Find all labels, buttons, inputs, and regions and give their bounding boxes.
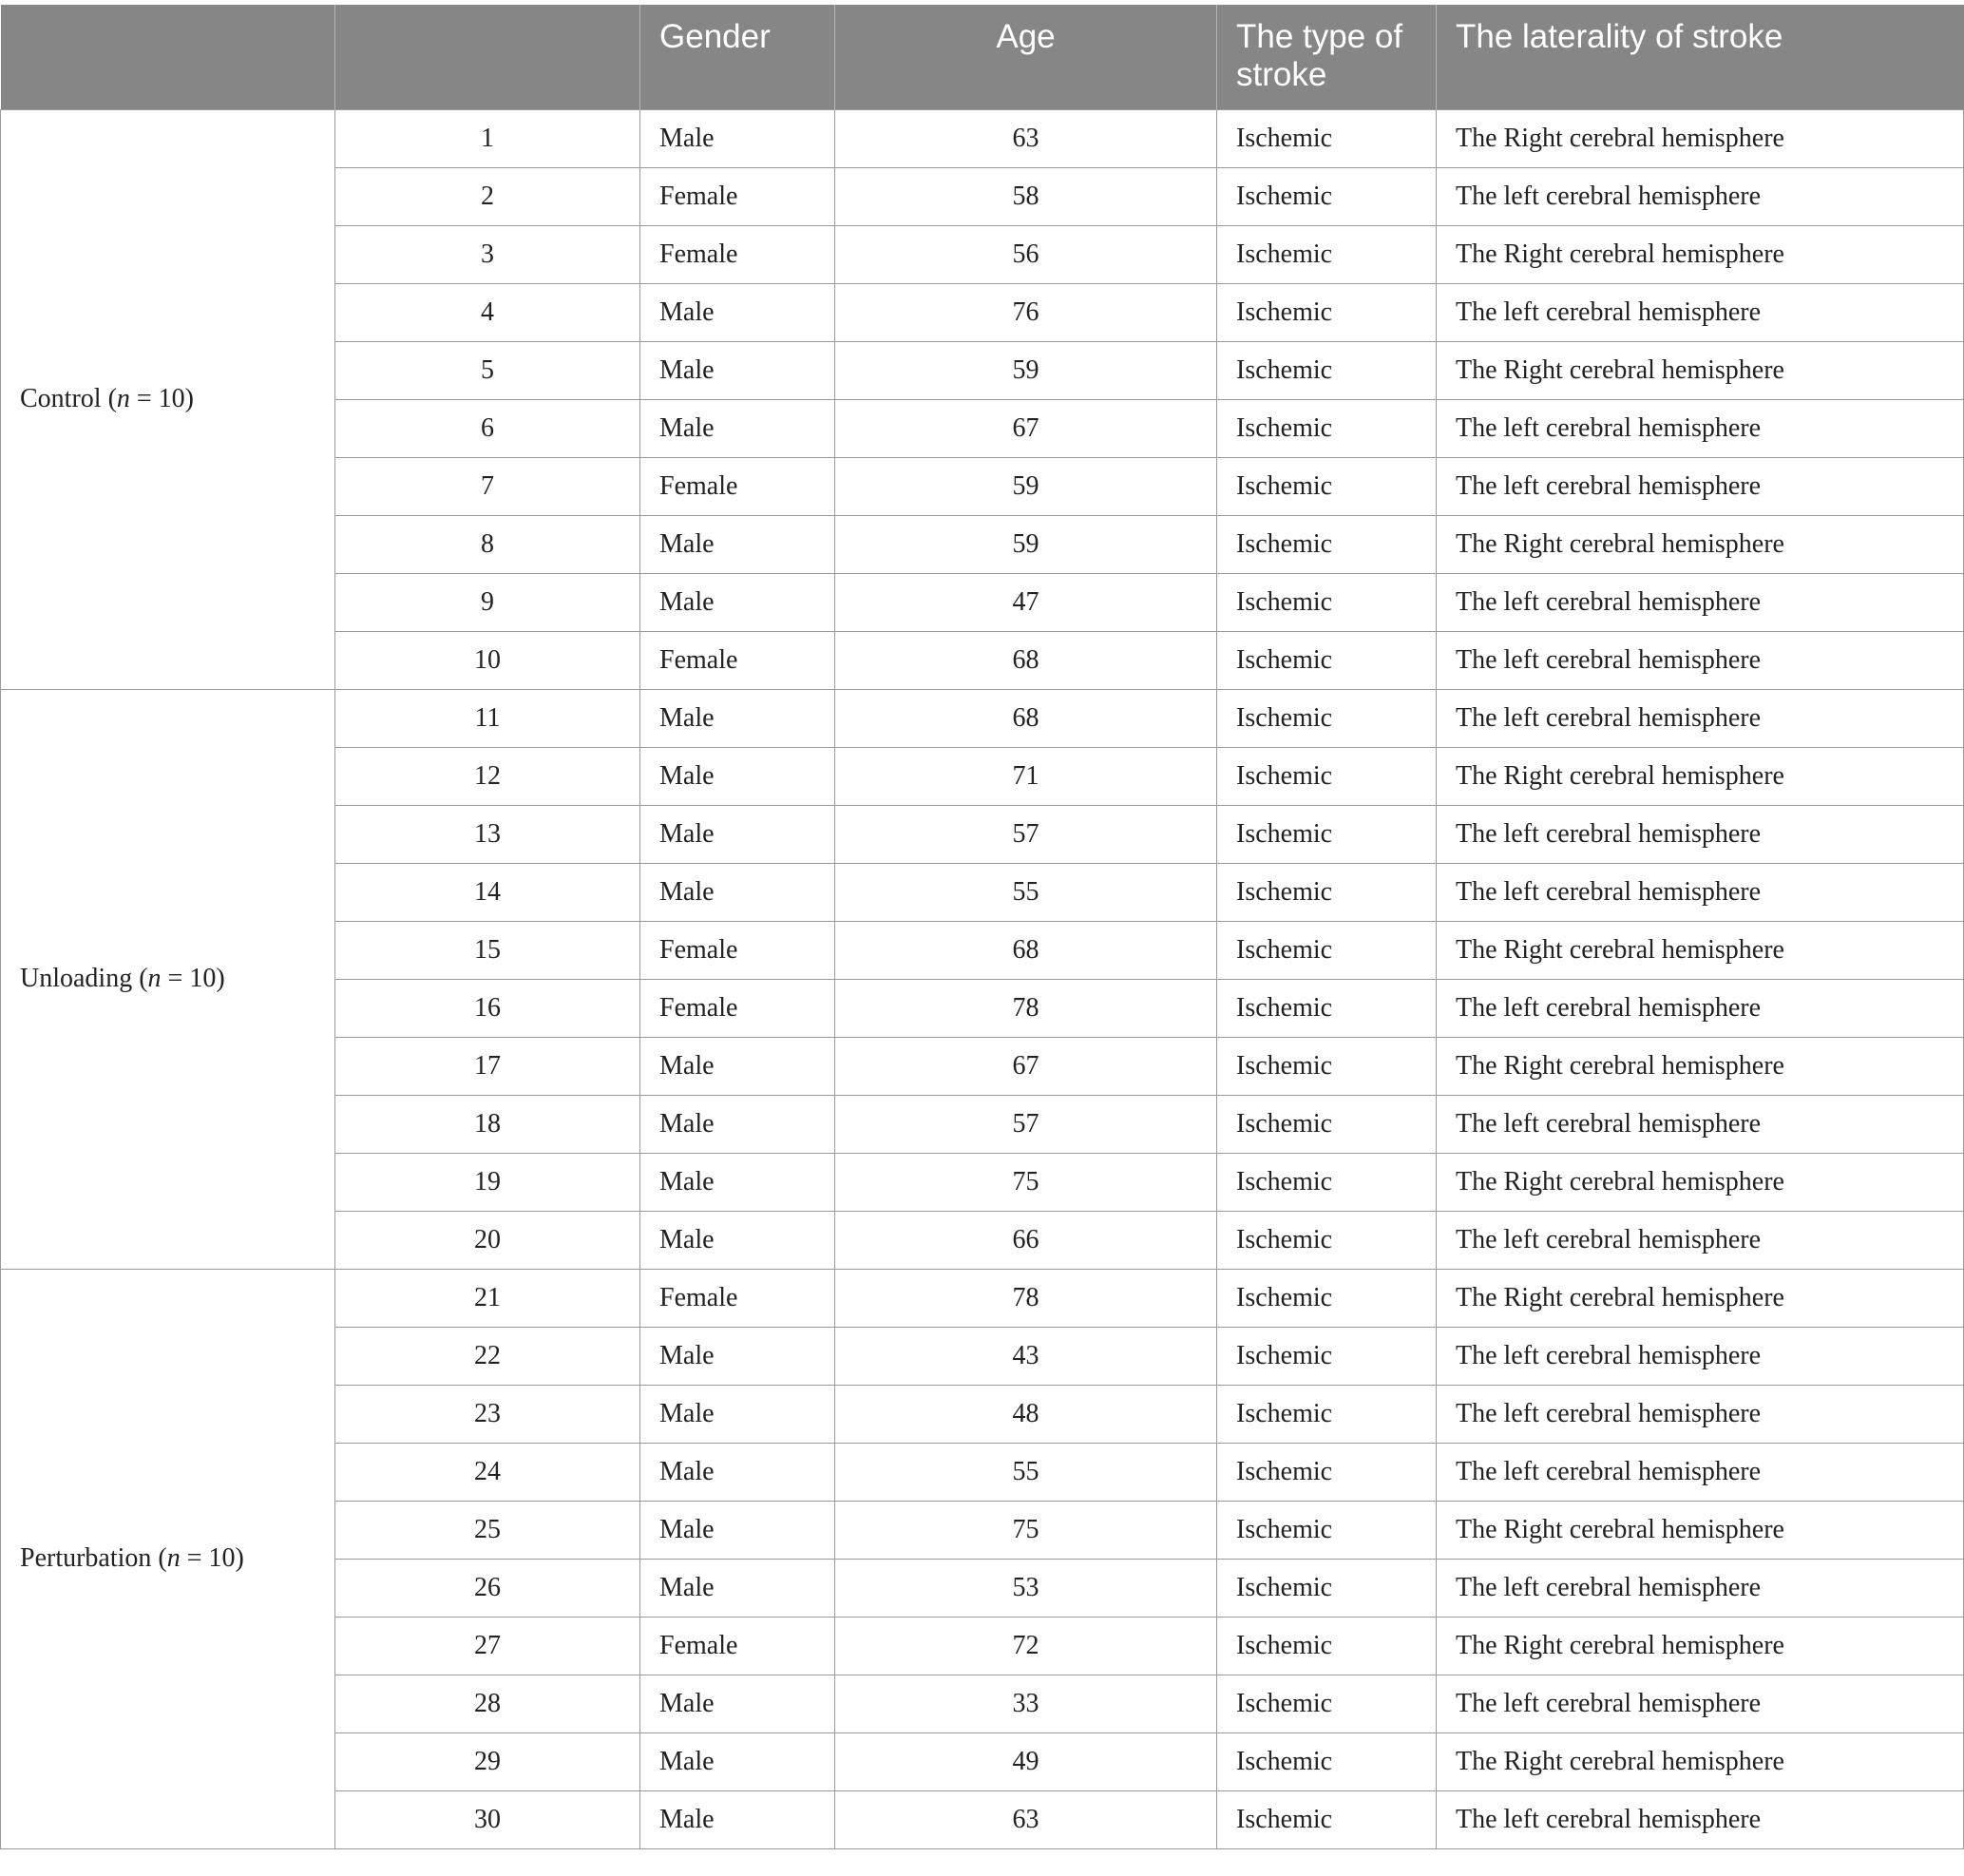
- cell-age: 43: [835, 1327, 1217, 1385]
- cell-stroke-type: Ischemic: [1217, 457, 1437, 515]
- group-name: Unloading: [20, 964, 133, 993]
- cell-gender: Male: [640, 1675, 835, 1732]
- cell-stroke-type: Ischemic: [1217, 1327, 1437, 1385]
- cell-gender: Male: [640, 1443, 835, 1501]
- cell-gender: Male: [640, 1790, 835, 1848]
- group-n-symbol: n: [116, 384, 130, 413]
- patient-table: [0, 5, 1964, 1849]
- cell-id: 1: [335, 109, 640, 167]
- group-label: Unloading (n = 10): [1, 689, 335, 1269]
- cell-gender: Female: [640, 1269, 835, 1327]
- cell-gender: Female: [640, 457, 835, 515]
- cell-gender: Male: [640, 1732, 835, 1790]
- cell-age: 75: [835, 1153, 1217, 1211]
- cell-age: 68: [835, 631, 1217, 689]
- cell-gender: Male: [640, 283, 835, 341]
- cell-stroke-type: Ischemic: [1217, 1269, 1437, 1327]
- cell-age: 58: [835, 167, 1217, 225]
- cell-stroke-type: Ischemic: [1217, 573, 1437, 631]
- cell-id: 10: [335, 631, 640, 689]
- cell-stroke-laterality: The left cerebral hemisphere: [1437, 805, 1964, 863]
- cell-age: 78: [835, 979, 1217, 1037]
- cell-gender: Male: [640, 515, 835, 573]
- cell-id: 3: [335, 225, 640, 283]
- cell-stroke-type: Ischemic: [1217, 747, 1437, 805]
- cell-gender: Male: [640, 1327, 835, 1385]
- cell-id: 20: [335, 1211, 640, 1269]
- header-group: [1, 5, 335, 109]
- cell-id: 18: [335, 1095, 640, 1153]
- cell-stroke-laterality: The left cerebral hemisphere: [1437, 167, 1964, 225]
- cell-stroke-type: Ischemic: [1217, 167, 1437, 225]
- cell-age: 78: [835, 1269, 1217, 1327]
- group-n-symbol: n: [147, 964, 162, 993]
- cell-id: 9: [335, 573, 640, 631]
- cell-stroke-type: Ischemic: [1217, 1790, 1437, 1848]
- cell-age: 59: [835, 457, 1217, 515]
- cell-age: 59: [835, 515, 1217, 573]
- cell-stroke-laterality: The Right cerebral hemisphere: [1437, 1269, 1964, 1327]
- cell-id: 11: [335, 689, 640, 747]
- cell-stroke-laterality: The left cerebral hemisphere: [1437, 1790, 1964, 1848]
- cell-id: 26: [335, 1559, 640, 1617]
- cell-age: 72: [835, 1617, 1217, 1675]
- cell-age: 66: [835, 1211, 1217, 1269]
- cell-stroke-type: Ischemic: [1217, 1501, 1437, 1559]
- cell-stroke-laterality: The Right cerebral hemisphere: [1437, 1037, 1964, 1095]
- table-header: [1, 5, 1964, 109]
- cell-stroke-type: Ischemic: [1217, 283, 1437, 341]
- cell-stroke-type: Ischemic: [1217, 631, 1437, 689]
- cell-stroke-type: Ischemic: [1217, 225, 1437, 283]
- cell-stroke-type: Ischemic: [1217, 805, 1437, 863]
- cell-stroke-laterality: The left cerebral hemisphere: [1437, 689, 1964, 747]
- cell-age: 67: [835, 399, 1217, 457]
- cell-gender: Male: [640, 573, 835, 631]
- cell-id: 7: [335, 457, 640, 515]
- cell-stroke-laterality: The left cerebral hemisphere: [1437, 1385, 1964, 1443]
- cell-stroke-laterality: The left cerebral hemisphere: [1437, 399, 1964, 457]
- header-row: [1, 5, 1964, 109]
- cell-age: 48: [835, 1385, 1217, 1443]
- cell-id: 27: [335, 1617, 640, 1675]
- cell-age: 57: [835, 805, 1217, 863]
- cell-id: 8: [335, 515, 640, 573]
- cell-stroke-type: Ischemic: [1217, 399, 1437, 457]
- cell-id: 2: [335, 167, 640, 225]
- group-name: Control: [20, 384, 102, 413]
- cell-gender: Male: [640, 1037, 835, 1095]
- cell-id: 24: [335, 1443, 640, 1501]
- cell-stroke-laterality: The left cerebral hemisphere: [1437, 283, 1964, 341]
- cell-age: 63: [835, 109, 1217, 167]
- cell-gender: Female: [640, 167, 835, 225]
- cell-age: 53: [835, 1559, 1217, 1617]
- cell-stroke-laterality: The left cerebral hemisphere: [1437, 1211, 1964, 1269]
- cell-gender: Female: [640, 631, 835, 689]
- cell-gender: Male: [640, 689, 835, 747]
- cell-id: 19: [335, 1153, 640, 1211]
- cell-stroke-laterality: The left cerebral hemisphere: [1437, 1675, 1964, 1732]
- cell-id: 5: [335, 341, 640, 399]
- cell-stroke-laterality: The left cerebral hemisphere: [1437, 573, 1964, 631]
- cell-gender: Male: [640, 1153, 835, 1211]
- cell-stroke-type: Ischemic: [1217, 979, 1437, 1037]
- cell-stroke-laterality: The left cerebral hemisphere: [1437, 1559, 1964, 1617]
- cell-stroke-type: Ischemic: [1217, 1559, 1437, 1617]
- cell-age: 75: [835, 1501, 1217, 1559]
- cell-stroke-type: Ischemic: [1217, 1211, 1437, 1269]
- cell-age: 71: [835, 747, 1217, 805]
- cell-age: 67: [835, 1037, 1217, 1095]
- cell-gender: Male: [640, 109, 835, 167]
- cell-id: 17: [335, 1037, 640, 1095]
- cell-stroke-type: Ischemic: [1217, 1385, 1437, 1443]
- cell-stroke-type: Ischemic: [1217, 689, 1437, 747]
- cell-age: 59: [835, 341, 1217, 399]
- cell-stroke-laterality: The Right cerebral hemisphere: [1437, 1153, 1964, 1211]
- header-age: Age: [835, 5, 1217, 109]
- cell-age: 68: [835, 921, 1217, 979]
- cell-age: 68: [835, 689, 1217, 747]
- cell-gender: Male: [640, 1559, 835, 1617]
- cell-id: 15: [335, 921, 640, 979]
- cell-stroke-type: Ischemic: [1217, 1732, 1437, 1790]
- cell-gender: Male: [640, 1211, 835, 1269]
- cell-stroke-laterality: The Right cerebral hemisphere: [1437, 747, 1964, 805]
- cell-id: 29: [335, 1732, 640, 1790]
- table-row: [1, 1269, 1964, 1327]
- group-name: Perturbation: [20, 1543, 152, 1573]
- cell-id: 16: [335, 979, 640, 1037]
- cell-id: 14: [335, 863, 640, 921]
- cell-stroke-laterality: The left cerebral hemisphere: [1437, 979, 1964, 1037]
- cell-gender: Male: [640, 1095, 835, 1153]
- group-label: Control (n = 10): [1, 109, 335, 689]
- cell-stroke-laterality: The Right cerebral hemisphere: [1437, 515, 1964, 573]
- group-n-count: = 10): [180, 1543, 244, 1573]
- cell-stroke-laterality: The Right cerebral hemisphere: [1437, 109, 1964, 167]
- cell-gender: Male: [640, 1501, 835, 1559]
- group-n-count: = 10): [129, 384, 195, 413]
- cell-id: 23: [335, 1385, 640, 1443]
- cell-gender: Male: [640, 747, 835, 805]
- cell-stroke-type: Ischemic: [1217, 1037, 1437, 1095]
- cell-stroke-type: Ischemic: [1217, 1153, 1437, 1211]
- cell-stroke-laterality: The left cerebral hemisphere: [1437, 631, 1964, 689]
- cell-stroke-type: Ischemic: [1217, 1675, 1437, 1732]
- cell-stroke-laterality: The Right cerebral hemisphere: [1437, 1617, 1964, 1675]
- cell-stroke-laterality: The Right cerebral hemisphere: [1437, 341, 1964, 399]
- group-n-symbol: n: [166, 1543, 181, 1573]
- table-row: [1, 109, 1964, 167]
- cell-stroke-type: Ischemic: [1217, 1095, 1437, 1153]
- cell-age: 47: [835, 573, 1217, 631]
- cell-gender: Male: [640, 399, 835, 457]
- cell-gender: Female: [640, 1617, 835, 1675]
- cell-stroke-laterality: The left cerebral hemisphere: [1437, 863, 1964, 921]
- group-n-count: = 10): [161, 964, 225, 993]
- header-id: [335, 5, 640, 109]
- cell-age: 56: [835, 225, 1217, 283]
- cell-gender: Female: [640, 225, 835, 283]
- cell-age: 57: [835, 1095, 1217, 1153]
- cell-stroke-type: Ischemic: [1217, 109, 1437, 167]
- cell-stroke-type: Ischemic: [1217, 921, 1437, 979]
- group-label: Perturbation (n = 10): [1, 1269, 335, 1848]
- cell-id: 6: [335, 399, 640, 457]
- cell-stroke-laterality: The left cerebral hemisphere: [1437, 1443, 1964, 1501]
- cell-id: 25: [335, 1501, 640, 1559]
- cell-stroke-laterality: The Right cerebral hemisphere: [1437, 1732, 1964, 1790]
- cell-id: 4: [335, 283, 640, 341]
- cell-gender: Female: [640, 921, 835, 979]
- cell-stroke-type: Ischemic: [1217, 1443, 1437, 1501]
- cell-stroke-laterality: The Right cerebral hemisphere: [1437, 1501, 1964, 1559]
- cell-stroke-type: Ischemic: [1217, 515, 1437, 573]
- cell-id: 12: [335, 747, 640, 805]
- header-gender: Gender: [640, 5, 835, 109]
- cell-id: 30: [335, 1790, 640, 1848]
- cell-stroke-laterality: The Right cerebral hemisphere: [1437, 225, 1964, 283]
- header-stroke-laterality: The laterality of stroke: [1437, 5, 1964, 109]
- cell-age: 55: [835, 863, 1217, 921]
- cell-gender: Male: [640, 805, 835, 863]
- cell-age: 63: [835, 1790, 1217, 1848]
- cell-age: 76: [835, 283, 1217, 341]
- cell-id: 21: [335, 1269, 640, 1327]
- cell-stroke-laterality: The Right cerebral hemisphere: [1437, 921, 1964, 979]
- cell-age: 33: [835, 1675, 1217, 1732]
- table-body: [1, 109, 1964, 1848]
- cell-gender: Female: [640, 979, 835, 1037]
- cell-stroke-type: Ischemic: [1217, 341, 1437, 399]
- cell-gender: Male: [640, 1385, 835, 1443]
- cell-stroke-laterality: The left cerebral hemisphere: [1437, 457, 1964, 515]
- cell-gender: Male: [640, 341, 835, 399]
- cell-stroke-type: Ischemic: [1217, 863, 1437, 921]
- cell-id: 13: [335, 805, 640, 863]
- cell-stroke-laterality: The left cerebral hemisphere: [1437, 1327, 1964, 1385]
- cell-id: 22: [335, 1327, 640, 1385]
- table-row: [1, 689, 1964, 747]
- cell-age: 49: [835, 1732, 1217, 1790]
- cell-stroke-type: Ischemic: [1217, 1617, 1437, 1675]
- cell-id: 28: [335, 1675, 640, 1732]
- header-stroke-type: The type of stroke: [1217, 5, 1437, 109]
- cell-age: 55: [835, 1443, 1217, 1501]
- cell-gender: Male: [640, 863, 835, 921]
- cell-stroke-laterality: The left cerebral hemisphere: [1437, 1095, 1964, 1153]
